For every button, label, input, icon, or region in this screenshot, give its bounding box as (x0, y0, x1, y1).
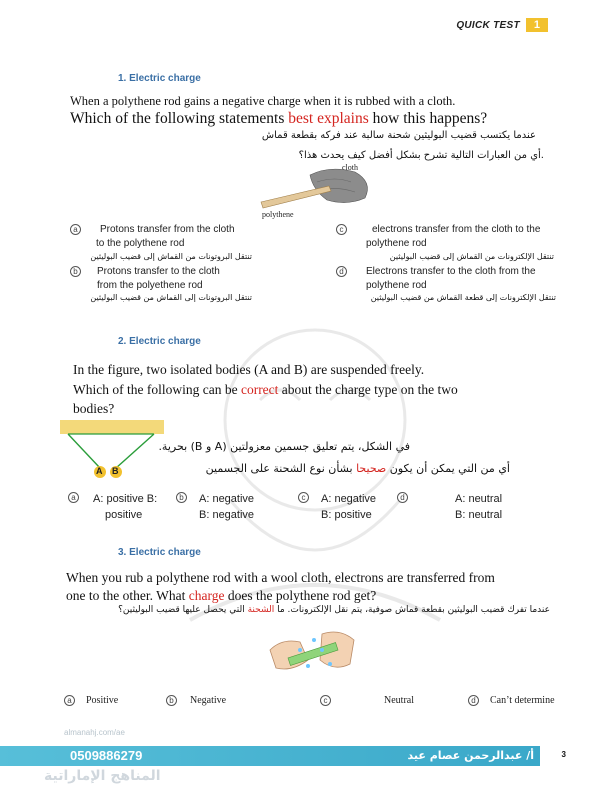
q1-option-d-arabic: تنتقل الإلكترونات إلى قطعة القماش من قضيب البوليثين (370, 293, 556, 302)
q1-option-d[interactable] (366, 265, 536, 293)
q2-option-b-marker[interactable]: b (176, 492, 187, 503)
q2-arabic-text: أي من التي يمكن أن يكون (386, 462, 510, 475)
q1-option-a[interactable] (96, 223, 235, 251)
q3-stem-highlight: charge (188, 588, 225, 603)
q2-arabic-line2 (70, 462, 510, 475)
q1-option-d-line2: polythene rod (366, 280, 427, 291)
q1-option-c-line2: polythene rod (366, 238, 427, 249)
q1-option-c-marker[interactable]: c (336, 224, 347, 235)
q2-stem-text-end: about the charge type on the two (278, 382, 458, 397)
q2-option-c[interactable] (321, 491, 376, 523)
q3-option-d-marker[interactable]: d (468, 695, 479, 706)
q1-title: 1. Electric charge (118, 73, 201, 84)
q2-option-b-line2: B: negative (199, 509, 255, 521)
q1-option-c-arabic: تنتقل الإلكترونات من القماش إلى قضيب البوليثين (389, 252, 554, 261)
q1-option-d-line1: Electrons transfer to the cloth from the (366, 266, 536, 277)
q3-arabic-text: عندما تفرك قضيب البوليثين بقطعة قماش صوفية، يتم نقل الإلكترونات. ما (274, 605, 550, 615)
logo-watermark: المناهج الإماراتية (44, 768, 161, 784)
q2-arabic-highlight: صحيحا (356, 462, 387, 475)
footer-phone: 0509886279 (70, 748, 143, 763)
q2-option-c-line2: B: positive (321, 509, 372, 521)
q3-arabic-line (50, 605, 550, 615)
q2-option-a-marker[interactable]: a (68, 492, 79, 503)
q3-arabic-text-end: التي يحصل عليها قضيب البوليثين؟ (118, 605, 248, 615)
q2-stem-line1: In the figure, two isolated bodies (A and B) are suspended freely. (73, 362, 425, 377)
q2-stem-line2 (73, 382, 458, 398)
q3-title: 3. Electric charge (118, 547, 201, 558)
q1-option-c[interactable] (366, 223, 541, 251)
q2-label-b: B (112, 466, 119, 476)
page-number: 3 (561, 750, 566, 759)
q3-stem-text: one to the other. What (66, 588, 189, 603)
q1-option-b-arabic: تنتقل البروتونات إلى القماش من قضيب البوليثين (90, 293, 252, 302)
q2-stem-text: Which of the following can be (73, 382, 241, 397)
q3-stem-line1: When you rub a polythene rod with a wool cloth, electrons are transferred from (66, 570, 495, 585)
q2-option-d-marker[interactable]: d (397, 492, 408, 503)
q2-option-d[interactable] (455, 491, 502, 523)
q1-option-a-arabic: تنتقل البروتونات من القماش إلى قضيب البوليثين (90, 252, 252, 261)
q1-option-b-line1: Protons transfer to the cloth (97, 266, 220, 277)
q2-option-a-line2: positive (105, 509, 143, 521)
q2-title: 2. Electric charge (118, 336, 201, 347)
q2-arabic-line1: في الشكل، يتم تعليق جسمين معزولتين (A و B) بحرية. (158, 440, 410, 453)
q1-arabic-line2: .أي من العبارات التالية تشرح بشكل أفضل كيف يحدث هذا؟ (298, 150, 544, 161)
site-watermark: almanahj.com/ae (64, 728, 125, 737)
q1-option-c-line1: electrons transfer from the cloth to the (372, 224, 541, 235)
q3-figure-hands-rod (262, 620, 362, 688)
q3-option-c[interactable]: Neutral (384, 695, 414, 706)
q3-option-b-marker[interactable]: b (166, 695, 177, 706)
q2-label-a: A (96, 466, 103, 476)
q1-stem-highlight: best explains (288, 110, 369, 127)
q3-option-a[interactable]: Positive (86, 695, 119, 706)
q1-stem-text-end: how this happens? (368, 110, 488, 127)
q2-option-c-marker[interactable]: c (298, 492, 309, 503)
q2-option-c-line1: A: negative (321, 493, 377, 505)
quick-test-label: QUICK TEST (456, 19, 520, 31)
q2-option-b[interactable] (199, 491, 254, 523)
q1-option-a-line1: Protons transfer from the cloth (100, 224, 235, 235)
q3-stem-line2 (66, 588, 376, 604)
q3-option-c-marker[interactable]: c (320, 695, 331, 706)
q2-stem-highlight: correct (240, 382, 279, 397)
q1-option-b[interactable] (97, 265, 220, 293)
q1-option-b-line2: from the polyethene rod (97, 280, 203, 291)
q1-stem-text: Which of the following statements (70, 110, 289, 127)
footer-author: أ/ عبدالرحمن عصام عيد (407, 749, 534, 762)
q1-option-d-marker[interactable]: d (336, 266, 347, 277)
q1-arabic-line1: عندما يكتسب قضيب البوليثين شحنة سالبة عند فركه بقطعة قماش (261, 130, 536, 141)
q1-option-a-marker[interactable]: a (70, 224, 81, 235)
q1-label-cloth: cloth (342, 163, 358, 172)
q2-option-d-line1: A: neutral (455, 493, 503, 505)
q3-option-a-marker[interactable]: a (64, 695, 75, 706)
q3-arabic-highlight: الشحنة (247, 605, 275, 615)
q1-stem-line1: When a polythene rod gains a negative charge when it is rubbed with a cloth. (70, 94, 456, 108)
quick-test-number: 1 (526, 18, 548, 32)
q1-stem-line2 (70, 110, 487, 128)
q3-option-b[interactable]: Negative (190, 695, 227, 706)
quick-test-header (456, 18, 548, 32)
q2-stem-line3: bodies? (73, 401, 115, 416)
q2-arabic-text-end: بشأن نوع الشحنة على الجسمين (205, 462, 357, 475)
footer (0, 742, 606, 768)
q1-option-b-marker[interactable]: b (70, 266, 81, 277)
q2-option-a-line1: A: positive B: (93, 493, 158, 505)
q2-option-b-line1: A: negative (199, 493, 255, 505)
q3-stem-text-end: does the polythene rod get? (224, 588, 377, 603)
q1-option-a-line2: to the polythene rod (96, 238, 185, 249)
q1-label-polythene: polythene (262, 210, 294, 219)
q2-option-d-line2: B: neutral (455, 509, 503, 521)
q2-option-a[interactable] (93, 491, 157, 523)
q3-option-d[interactable]: Can’t determine (490, 695, 555, 706)
